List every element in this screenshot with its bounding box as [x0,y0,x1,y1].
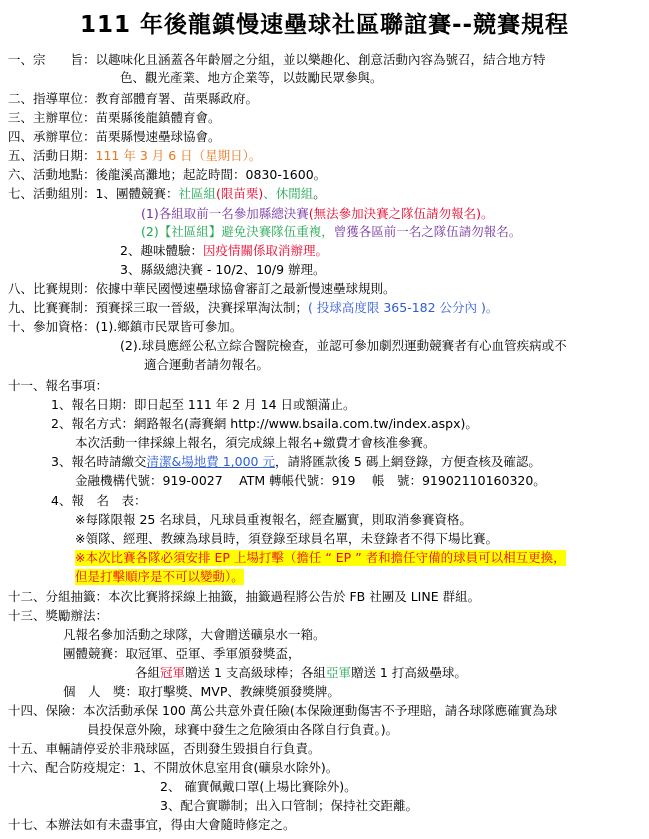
miaoli-only: (限苗栗) [216,186,264,201]
eligibility-item-1: (1).鄉鎮市民眾皆可參加。 [95,319,243,334]
eligibility-line [8,319,242,335]
divisions-line [8,186,326,202]
awards-water: 凡報名參加活動之球隊，大會贈送礦泉水一箱。 [63,627,326,642]
organizer-text: 苗栗縣後龍鎮體育會。 [95,110,221,125]
format-text: 預賽採三取一晉級，決賽採單淘汰制； [95,300,309,315]
parking-line: 十五、車輛請停妥於非飛球區，否則發生毀損自行負責。 [8,741,321,756]
note-1-warning: (無法參加決賽之隊伍請勿報名)。 [308,206,494,221]
organizer-line [8,110,221,126]
executor-label: 四、承辦單位： [8,129,96,144]
registration-date: 1、報名日期：即日起至 111 年 2 月 14 日或額滿止。 [51,397,356,412]
epidemic-rule-3: 3、配合實聯制；出入口管制；保持社交距離。 [160,798,418,813]
format-line [8,300,498,316]
purpose-text-line-2: 色、觀光產業、地方企業等，以鼓勵民眾參與。 [120,70,383,85]
fun-experience-cancelled: 因疫情關係取消辦理。 [202,243,328,258]
date-line [8,148,261,164]
epidemic-line [8,760,338,776]
fee-suffix: ，請將匯款後 5 碼上網登錄，方便查核及確認。 [274,454,541,469]
prize-balls: 贈送 1 打高級壘球。 [350,665,467,680]
epidemic-label: 十六、配合防疫規定： [8,760,134,775]
eligibility-item-2-cont: 適合運動者請勿報名。 [144,357,270,372]
location-line [8,167,326,183]
awards-prizes [135,665,467,681]
rules-line [8,281,396,297]
registration-online-note: 本次活動一律採線上報名，須完成線上報名+繳費才會核准參賽。 [75,435,436,450]
form-heading: 4、報 名 表： [51,493,147,508]
note-2-warning: 曾獲各區前一名之隊伍請勿報名。 [333,224,522,239]
period: 。 [313,186,326,201]
location-label: 六、活動地點： [8,167,96,182]
rules-label: 八、比賽規則： [8,281,96,296]
awards-trophies: 團體競賽：取冠軍、亞軍、季軍頒發獎盃， [63,646,301,661]
draw-text: 本次比賽將採線上抽籤，抽籤過程將公告於 FB 社團及 LINE 群組。 [108,589,481,604]
page-title: 111 年後龍鎮慢速壘球社區聯誼賽--競賽規程 [79,12,570,38]
advisor-text: 教育部體育署、苗栗縣政府。 [95,91,259,106]
community-group: 社區組 [178,186,216,201]
team-competition-label: 1、團體競賽： [95,186,179,201]
date-label: 五、活動日期： [8,148,96,163]
awards-individual: 個 人 獎：取打擊獎、MVP、教練獎頒發獎牌。 [63,684,340,699]
insurance-text: 本次活動承保 100 萬公共意外責任險(本保險運動傷害不予理賠，請各球隊應確實為球 [83,703,558,718]
amendment-line: 十七、本辦法如有未盡事宜，得由大會隨時修定之。 [8,817,296,832]
note-2-text: (2)【社區組】避免決賽隊伍重複， [141,224,334,239]
note-1-text: (1)各組取前一名參加縣總決賽 [141,206,309,221]
organizer-label: 三、主辦單位： [8,110,96,125]
county-final-line: 3、縣級總決賽 - 10/2、10/9 辦理。 [120,262,326,277]
fee-prefix: 3、報名時請繳交 [51,454,147,469]
bank-account-line: 金融機構代號：919-0027 ATM 轉帳代號：919 帳 號：91902110160320。 [75,473,546,488]
champion: 冠軍 [160,665,186,680]
draw-line [8,589,480,605]
awards-heading: 十三、獎勵辦法： [8,608,109,623]
location-text: 後龍溪高灘地；起訖時間：0830-1600。 [95,167,327,182]
fun-experience-line [120,243,328,259]
form-rule-1: ※每隊限報 25 名球員，凡球員重複報名，經查屬實，則取消參賽資格。 [75,512,472,527]
registration-heading: 十一、報名事項： [8,378,109,393]
fee-amount: 清潔&場地費 1,000 元 [146,454,275,469]
registration-method: 2、報名方式：網路報名(壽賽網 http://www.bsaila.com.tw/index.aspx)。 [51,416,478,431]
insurance-line [8,703,557,719]
form-rule-2: ※領隊、經理、教練為球員時，須登錄至球員名單，未登錄者不得下場比賽。 [75,531,498,546]
insurance-label: 十四、保險： [8,703,84,718]
executor-text: 苗栗縣慢速壘球協會。 [95,129,221,144]
registration-fee-line [51,454,541,470]
insurance-text-cont: 員投保意外險，球賽中發生之危險須由各隊自行負責。)。 [87,722,399,737]
fun-experience-label: 2、趣味體驗： [120,243,203,258]
epidemic-rule-2: 2、 確實佩戴口罩(上場比賽除外)。 [160,779,357,794]
prize-prefix: 各組 [135,665,161,680]
purpose-text: 以趣味化且涵蓋各年齡層之分組，並以樂趣化、創意活動內容為號召，結合地方特 [95,52,546,67]
advisor-label: 二、指導單位： [8,91,96,106]
advisor-line [8,91,258,107]
separator: 、 [263,186,276,201]
date-text: 111 年 3 月 6 日（星期日）。 [95,148,262,163]
pitch-height-note: ( 投球高度限 365-182 公分內 )。 [308,300,499,315]
epidemic-rule-1: 1、不開放休息室用食(礦泉水除外)。 [133,760,339,775]
format-label: 九、比賽賽制： [8,300,96,315]
prize-bat: 贈送 1 支高級球棒；各組 [185,665,326,680]
executor-line [8,129,221,145]
divisions-note-2 [141,224,521,240]
runner-up: 亞軍 [325,665,351,680]
purpose-label: 一、宗 旨： [8,52,96,67]
draw-label: 十二、分組抽籤： [8,589,109,604]
form-rule-3-highlight-cont: 但是打擊順序是不可以變動）。 [75,569,244,584]
divisions-label: 七、活動組別： [8,186,96,201]
form-rule-3-highlight: ※本次比賽各隊必須安排 EP 上場打擊（擔任 “ EP ” 者和擔任守備的球員可以相互更換， [75,550,566,565]
eligibility-item-2: (2).球員應經公私立綜合醫院檢查，並認可參加劇烈運動競賽者有心血管疾病或不 [120,338,567,353]
purpose-line-1 [8,52,546,68]
leisure-group: 休閒組 [275,186,314,201]
divisions-note-1 [141,206,493,222]
rules-text: 依據中華民國慢速壘球協會審訂之最新慢速壘球規則。 [95,281,396,296]
eligibility-label: 十、參加資格： [8,319,96,334]
